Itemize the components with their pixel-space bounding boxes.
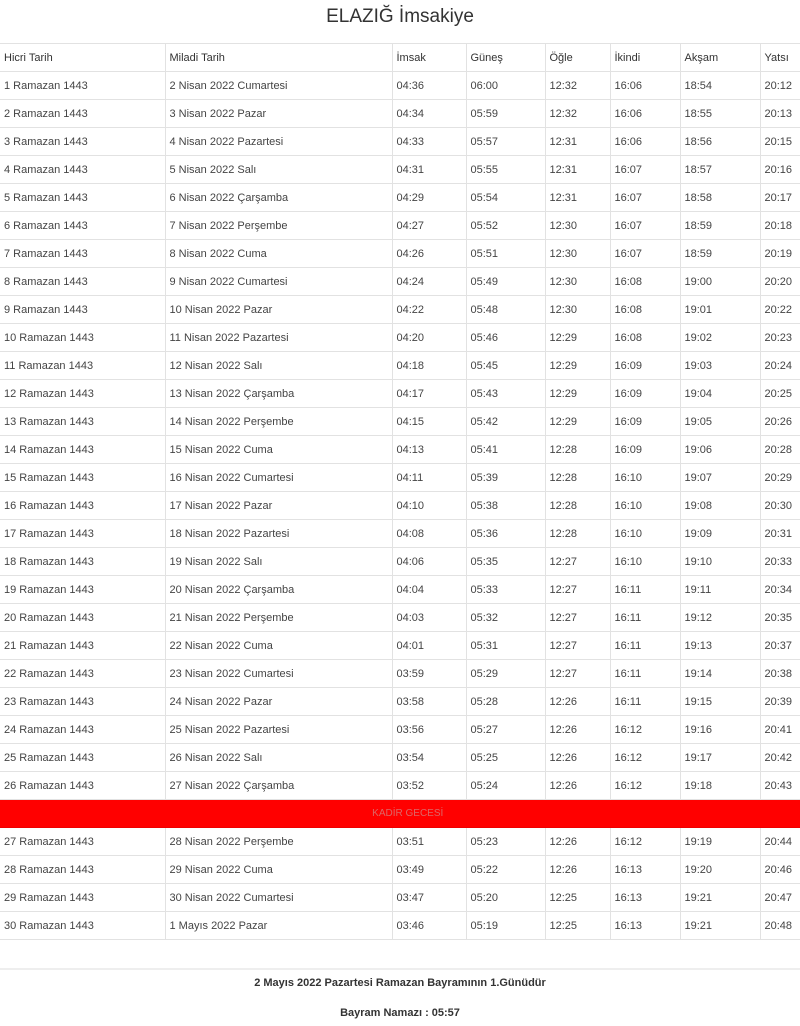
table-cell: 05:31 — [466, 632, 545, 660]
table-cell: 12:25 — [545, 884, 610, 912]
table-cell: 16:09 — [610, 408, 680, 436]
table-cell: 04:03 — [392, 604, 466, 632]
table-cell: 25 Nisan 2022 Pazartesi — [165, 716, 392, 744]
table-cell: 13 Ramazan 1443 — [0, 408, 165, 436]
table-cell: 05:36 — [466, 520, 545, 548]
table-cell: 16:11 — [610, 576, 680, 604]
table-cell: 04:31 — [392, 156, 466, 184]
table-cell: 12:28 — [545, 492, 610, 520]
table-cell: 03:58 — [392, 688, 466, 716]
table-cell: 4 Nisan 2022 Pazartesi — [165, 128, 392, 156]
table-cell: 12:30 — [545, 240, 610, 268]
table-cell: 19:00 — [680, 268, 760, 296]
table-cell: 18 Nisan 2022 Pazartesi — [165, 520, 392, 548]
table-cell: 8 Nisan 2022 Cuma — [165, 240, 392, 268]
table-cell: 3 Ramazan 1443 — [0, 128, 165, 156]
table-row — [0, 464, 800, 492]
table-cell: 3 Nisan 2022 Pazar — [165, 100, 392, 128]
table-cell: 03:54 — [392, 744, 466, 772]
table-cell: 05:59 — [466, 100, 545, 128]
table-cell: 05:25 — [466, 744, 545, 772]
table-row — [0, 548, 800, 576]
table-cell: 16:11 — [610, 660, 680, 688]
table-cell: 04:04 — [392, 576, 466, 604]
table-cell: 24 Nisan 2022 Pazar — [165, 688, 392, 716]
table-cell: 16:09 — [610, 436, 680, 464]
divider — [0, 968, 800, 970]
table-cell: 10 Ramazan 1443 — [0, 324, 165, 352]
table-cell: 12:31 — [545, 128, 610, 156]
table-cell: 12 Nisan 2022 Salı — [165, 352, 392, 380]
table-row — [0, 268, 800, 296]
table-cell: 30 Ramazan 1443 — [0, 912, 165, 940]
table-cell: 16:06 — [610, 128, 680, 156]
table-row — [0, 240, 800, 268]
table-cell: 19:02 — [680, 324, 760, 352]
page-title: ELAZIĞ İmsakiye — [326, 6, 474, 27]
table-cell: 9 Ramazan 1443 — [0, 296, 165, 324]
table-cell: 05:33 — [466, 576, 545, 604]
table-cell: 04:11 — [392, 464, 466, 492]
table-cell: 04:20 — [392, 324, 466, 352]
table-row — [0, 716, 800, 744]
table-cell: 12:28 — [545, 520, 610, 548]
table-cell: 12:31 — [545, 184, 610, 212]
table-cell: 18:54 — [680, 72, 760, 100]
table-cell: 19:18 — [680, 772, 760, 800]
table-cell: 19 Ramazan 1443 — [0, 576, 165, 604]
table-cell: 13 Nisan 2022 Çarşamba — [165, 380, 392, 408]
table-cell: 23 Ramazan 1443 — [0, 688, 165, 716]
table-cell: 03:47 — [392, 884, 466, 912]
table-cell: 16:12 — [610, 772, 680, 800]
table-cell: 16:07 — [610, 240, 680, 268]
column-header: Öğle — [545, 44, 610, 72]
table-cell: 19:11 — [680, 576, 760, 604]
table-cell: 12:26 — [545, 828, 610, 856]
table-cell: 20:30 — [760, 492, 800, 520]
table-cell: 16:07 — [610, 184, 680, 212]
table-cell: 05:57 — [466, 128, 545, 156]
table-cell: 05:49 — [466, 268, 545, 296]
table-cell: 04:08 — [392, 520, 466, 548]
table-cell: 12:30 — [545, 296, 610, 324]
table-cell: 05:28 — [466, 688, 545, 716]
table-cell: 18:55 — [680, 100, 760, 128]
table-cell: 04:13 — [392, 436, 466, 464]
table-row — [0, 884, 800, 912]
table-cell: 19:14 — [680, 660, 760, 688]
table-cell: 16:10 — [610, 492, 680, 520]
table-cell: 1 Mayıs 2022 Pazar — [165, 912, 392, 940]
table-row — [0, 156, 800, 184]
table-cell: 05:43 — [466, 380, 545, 408]
table-cell: 19:09 — [680, 520, 760, 548]
column-header: İkindi — [610, 44, 680, 72]
table-cell: 20:29 — [760, 464, 800, 492]
table-cell: 04:24 — [392, 268, 466, 296]
table-cell: 16:07 — [610, 156, 680, 184]
table-cell: 04:26 — [392, 240, 466, 268]
table-cell: 03:59 — [392, 660, 466, 688]
table-cell: 21 Nisan 2022 Perşembe — [165, 604, 392, 632]
table-cell: 16:13 — [610, 856, 680, 884]
table-cell: 27 Nisan 2022 Çarşamba — [165, 772, 392, 800]
table-cell: 20:19 — [760, 240, 800, 268]
table-cell: 20:15 — [760, 128, 800, 156]
table-row — [0, 688, 800, 716]
table-cell: 20:12 — [760, 72, 800, 100]
table-cell: 14 Nisan 2022 Perşembe — [165, 408, 392, 436]
table-cell: 12:26 — [545, 772, 610, 800]
bayram-note: 2 Mayıs 2022 Pazartesi Ramazan Bayramının 1.Günüdür — [254, 977, 546, 989]
table-cell: 20:28 — [760, 436, 800, 464]
table-row — [0, 912, 800, 940]
table-row — [0, 632, 800, 660]
table-cell: 12:30 — [545, 212, 610, 240]
table-cell: 18:59 — [680, 240, 760, 268]
table-cell: 05:27 — [466, 716, 545, 744]
table-cell: 12:29 — [545, 324, 610, 352]
table-cell: 05:29 — [466, 660, 545, 688]
table-cell: 04:36 — [392, 72, 466, 100]
table-cell: 20:20 — [760, 268, 800, 296]
table-cell: 16:11 — [610, 688, 680, 716]
table-row — [0, 408, 800, 436]
table-cell: 16:12 — [610, 828, 680, 856]
table-cell: 10 Nisan 2022 Pazar — [165, 296, 392, 324]
table-cell: 12:27 — [545, 660, 610, 688]
table-cell: 23 Nisan 2022 Cumartesi — [165, 660, 392, 688]
table-cell: 7 Ramazan 1443 — [0, 240, 165, 268]
table-cell: 16:08 — [610, 296, 680, 324]
table-cell: 05:51 — [466, 240, 545, 268]
table-cell: 05:24 — [466, 772, 545, 800]
table-cell: 28 Nisan 2022 Perşembe — [165, 828, 392, 856]
table-cell: 19:13 — [680, 632, 760, 660]
table-row — [0, 72, 800, 100]
table-cell: 15 Nisan 2022 Cuma — [165, 436, 392, 464]
table-cell: 19:08 — [680, 492, 760, 520]
table-cell: 03:46 — [392, 912, 466, 940]
table-cell: 05:23 — [466, 828, 545, 856]
table-cell: 21 Ramazan 1443 — [0, 632, 165, 660]
table-cell: 14 Ramazan 1443 — [0, 436, 165, 464]
kadir-gecesi-label: KADİR GECESİ — [0, 800, 800, 828]
table-cell: 19:20 — [680, 856, 760, 884]
table-row — [0, 772, 800, 800]
table-cell: 9 Nisan 2022 Cumartesi — [165, 268, 392, 296]
table-cell: 20:35 — [760, 604, 800, 632]
table-cell: 20:31 — [760, 520, 800, 548]
table-cell: 19:10 — [680, 548, 760, 576]
table-cell: 25 Ramazan 1443 — [0, 744, 165, 772]
table-cell: 26 Ramazan 1443 — [0, 772, 165, 800]
table-cell: 5 Nisan 2022 Salı — [165, 156, 392, 184]
table-cell: 05:22 — [466, 856, 545, 884]
table-cell: 12:26 — [545, 716, 610, 744]
table-cell: 20:23 — [760, 324, 800, 352]
table-cell: 5 Ramazan 1443 — [0, 184, 165, 212]
table-row — [0, 576, 800, 604]
table-cell: 20 Ramazan 1443 — [0, 604, 165, 632]
table-row — [0, 380, 800, 408]
table-cell: 05:19 — [466, 912, 545, 940]
table-row — [0, 856, 800, 884]
table-cell: 05:35 — [466, 548, 545, 576]
table-row — [0, 660, 800, 688]
table-row — [0, 100, 800, 128]
table-row — [0, 212, 800, 240]
table-cell: 18:59 — [680, 212, 760, 240]
table-cell: 27 Ramazan 1443 — [0, 828, 165, 856]
table-cell: 04:34 — [392, 100, 466, 128]
table-cell: 16:10 — [610, 520, 680, 548]
table-cell: 03:52 — [392, 772, 466, 800]
table-cell: 20:34 — [760, 576, 800, 604]
table-cell: 20 Nisan 2022 Çarşamba — [165, 576, 392, 604]
table-cell: 16:08 — [610, 268, 680, 296]
table-cell: 12:32 — [545, 72, 610, 100]
table-cell: 22 Nisan 2022 Cuma — [165, 632, 392, 660]
table-cell: 2 Nisan 2022 Cumartesi — [165, 72, 392, 100]
table-cell: 18:57 — [680, 156, 760, 184]
table-cell: 16:08 — [610, 324, 680, 352]
table-cell: 15 Ramazan 1443 — [0, 464, 165, 492]
table-cell: 29 Nisan 2022 Cuma — [165, 856, 392, 884]
table-cell: 7 Nisan 2022 Perşembe — [165, 212, 392, 240]
table-cell: 04:22 — [392, 296, 466, 324]
table-cell: 2 Ramazan 1443 — [0, 100, 165, 128]
table-cell: 20:42 — [760, 744, 800, 772]
table-cell: 19 Nisan 2022 Salı — [165, 548, 392, 576]
table-cell: 16:06 — [610, 100, 680, 128]
table-cell: 20:39 — [760, 688, 800, 716]
table-cell: 20:17 — [760, 184, 800, 212]
table-cell: 05:20 — [466, 884, 545, 912]
table-cell: 12:29 — [545, 352, 610, 380]
table-cell: 05:46 — [466, 324, 545, 352]
table-cell: 20:24 — [760, 352, 800, 380]
table-cell: 11 Nisan 2022 Pazartesi — [165, 324, 392, 352]
table-cell: 12:28 — [545, 436, 610, 464]
column-header: Yatsı — [760, 44, 800, 72]
table-cell: 04:15 — [392, 408, 466, 436]
table-cell: 12 Ramazan 1443 — [0, 380, 165, 408]
table-cell: 16:11 — [610, 604, 680, 632]
table-cell: 12:27 — [545, 548, 610, 576]
table-cell: 12:26 — [545, 856, 610, 884]
table-cell: 16:13 — [610, 912, 680, 940]
table-cell: 4 Ramazan 1443 — [0, 156, 165, 184]
table-row — [0, 520, 800, 548]
table-cell: 20:22 — [760, 296, 800, 324]
table-cell: 20:25 — [760, 380, 800, 408]
table-cell: 18 Ramazan 1443 — [0, 548, 165, 576]
column-header: Akşam — [680, 44, 760, 72]
table-cell: 05:42 — [466, 408, 545, 436]
table-header-row — [0, 44, 800, 72]
table-cell: 16:11 — [610, 632, 680, 660]
table-cell: 16:09 — [610, 380, 680, 408]
table-cell: 03:56 — [392, 716, 466, 744]
table-cell: 18:56 — [680, 128, 760, 156]
table-cell: 6 Ramazan 1443 — [0, 212, 165, 240]
table-row — [0, 352, 800, 380]
table-cell: 05:52 — [466, 212, 545, 240]
table-cell: 20:43 — [760, 772, 800, 800]
table-cell: 03:51 — [392, 828, 466, 856]
table-cell: 16:07 — [610, 212, 680, 240]
table-cell: 17 Nisan 2022 Pazar — [165, 492, 392, 520]
table-row — [0, 128, 800, 156]
table-cell: 05:32 — [466, 604, 545, 632]
table-cell: 04:10 — [392, 492, 466, 520]
table-cell: 03:49 — [392, 856, 466, 884]
table-cell: 19:04 — [680, 380, 760, 408]
table-cell: 16:10 — [610, 548, 680, 576]
table-cell: 19:01 — [680, 296, 760, 324]
table-cell: 04:29 — [392, 184, 466, 212]
table-cell: 04:06 — [392, 548, 466, 576]
table-cell: 04:17 — [392, 380, 466, 408]
table-cell: 20:44 — [760, 828, 800, 856]
table-cell: 20:16 — [760, 156, 800, 184]
table-cell: 19:21 — [680, 884, 760, 912]
table-cell: 16:12 — [610, 744, 680, 772]
table-cell: 06:00 — [466, 72, 545, 100]
table-cell: 12:28 — [545, 464, 610, 492]
table-cell: 16:06 — [610, 72, 680, 100]
table-cell: 19:16 — [680, 716, 760, 744]
table-cell: 19:07 — [680, 464, 760, 492]
table-cell: 20:47 — [760, 884, 800, 912]
table-cell: 20:41 — [760, 716, 800, 744]
table-row — [0, 828, 800, 856]
table-cell: 20:48 — [760, 912, 800, 940]
table-cell: 19:05 — [680, 408, 760, 436]
table-cell: 05:39 — [466, 464, 545, 492]
table-cell: 6 Nisan 2022 Çarşamba — [165, 184, 392, 212]
table-cell: 05:48 — [466, 296, 545, 324]
table-cell: 1 Ramazan 1443 — [0, 72, 165, 100]
table-cell: 12:25 — [545, 912, 610, 940]
table-cell: 20:26 — [760, 408, 800, 436]
table-cell: 19:21 — [680, 912, 760, 940]
column-header: İmsak — [392, 44, 466, 72]
column-header: Hicri Tarih — [0, 44, 165, 72]
table-cell: 11 Ramazan 1443 — [0, 352, 165, 380]
table-row — [0, 436, 800, 464]
bayram-namazi: Bayram Namazı : 05:57 — [340, 1007, 460, 1019]
table-cell: 30 Nisan 2022 Cumartesi — [165, 884, 392, 912]
kadir-gecesi-row — [0, 800, 800, 828]
table-cell: 8 Ramazan 1443 — [0, 268, 165, 296]
table-cell: 20:46 — [760, 856, 800, 884]
table-cell: 16:12 — [610, 716, 680, 744]
table-cell: 04:01 — [392, 632, 466, 660]
table-cell: 19:06 — [680, 436, 760, 464]
table-row — [0, 324, 800, 352]
table-cell: 04:27 — [392, 212, 466, 240]
table-cell: 16:09 — [610, 352, 680, 380]
table-cell: 22 Ramazan 1443 — [0, 660, 165, 688]
table-cell: 12:30 — [545, 268, 610, 296]
table-row — [0, 184, 800, 212]
table-cell: 12:32 — [545, 100, 610, 128]
table-cell: 05:41 — [466, 436, 545, 464]
table-cell: 12:29 — [545, 380, 610, 408]
table-cell: 19:19 — [680, 828, 760, 856]
column-header: Güneş — [466, 44, 545, 72]
table-cell: 04:33 — [392, 128, 466, 156]
table-cell: 19:15 — [680, 688, 760, 716]
table-cell: 20:38 — [760, 660, 800, 688]
table-cell: 20:18 — [760, 212, 800, 240]
table-cell: 12:26 — [545, 744, 610, 772]
table-cell: 12:29 — [545, 408, 610, 436]
table-row — [0, 296, 800, 324]
table-row — [0, 492, 800, 520]
column-header: Miladi Tarih — [165, 44, 392, 72]
table-cell: 20:13 — [760, 100, 800, 128]
table-cell: 19:03 — [680, 352, 760, 380]
table-cell: 12:31 — [545, 156, 610, 184]
table-row — [0, 744, 800, 772]
table-cell: 12:27 — [545, 632, 610, 660]
table-cell: 19:17 — [680, 744, 760, 772]
table-cell: 24 Ramazan 1443 — [0, 716, 165, 744]
table-cell: 16 Ramazan 1443 — [0, 492, 165, 520]
table-cell: 29 Ramazan 1443 — [0, 884, 165, 912]
table-cell: 04:18 — [392, 352, 466, 380]
table-cell: 12:27 — [545, 576, 610, 604]
table-cell: 12:27 — [545, 604, 610, 632]
table-cell: 16:10 — [610, 464, 680, 492]
table-cell: 05:55 — [466, 156, 545, 184]
table-cell: 26 Nisan 2022 Salı — [165, 744, 392, 772]
table-cell: 16 Nisan 2022 Cumartesi — [165, 464, 392, 492]
table-cell: 28 Ramazan 1443 — [0, 856, 165, 884]
table-row — [0, 604, 800, 632]
table-cell: 05:45 — [466, 352, 545, 380]
table-cell: 18:58 — [680, 184, 760, 212]
table-cell: 05:38 — [466, 492, 545, 520]
imsakiye-table — [0, 43, 800, 940]
table-cell: 20:33 — [760, 548, 800, 576]
table-cell: 20:37 — [760, 632, 800, 660]
table-cell: 17 Ramazan 1443 — [0, 520, 165, 548]
table-cell: 12:26 — [545, 688, 610, 716]
table-cell: 05:54 — [466, 184, 545, 212]
table-cell: 19:12 — [680, 604, 760, 632]
table-cell: 16:13 — [610, 884, 680, 912]
